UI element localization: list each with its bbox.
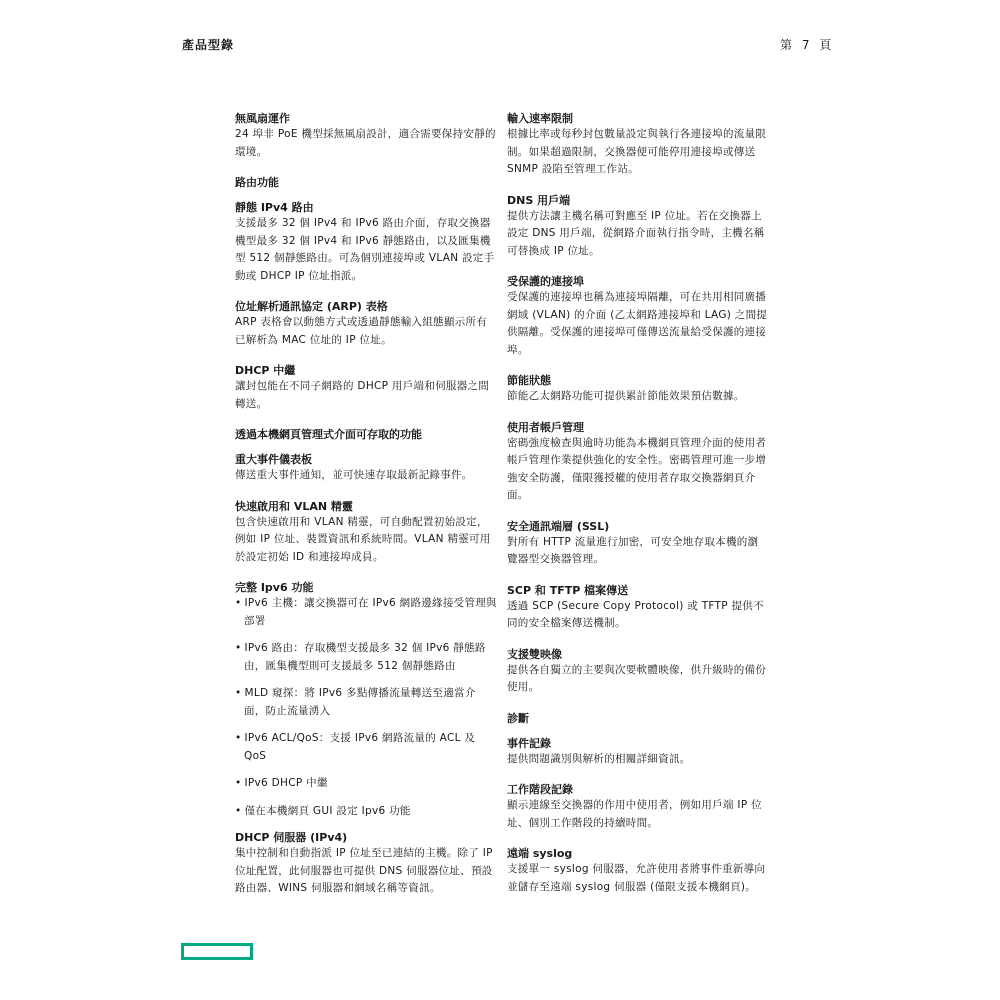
paragraph: 顯示連線至交換器的作用中使用者，例如用戶端 IP 位址、個別工作階段的持續時間。 (507, 799, 762, 829)
sub-heading: 靜態 IPv4 路由 (235, 201, 314, 214)
bullet-item: • IPv6 路由：存取機型支援最多 32 個 IPv6 靜態路由，匯集機型則可支援最多 512 個靜態路由 (235, 640, 497, 675)
bullet-item: • IPv6 ACL/QoS：支援 IPv6 網路流量的 ACL 及 QoS (235, 730, 497, 765)
section-heading: 診斷 (507, 711, 529, 725)
bullet-item: • MLD 窺探：將 IPv6 多點傳播流量轉送至適當介面，防止流量湧入 (235, 685, 497, 720)
paragraph: 包含快速啟用和 VLAN 精靈，可自動配置初始設定，例如 IP 位址、裝置資訊和系統時間。VLAN 精靈可用於設定初始 ID 和連接埠成員。 (235, 515, 491, 563)
sub-heading: 無風扇運作 (235, 112, 290, 125)
bullet-item: • IPv6 DHCP 中繼 (235, 775, 497, 793)
sub-heading: 使用者帳戶管理 (507, 420, 584, 434)
sub-heading: 遠端 syslog (507, 847, 573, 860)
sub-heading: 支援雙映像 (507, 647, 562, 661)
sub-heading: 位址解析通訊協定 (ARP) 表格 (235, 300, 388, 313)
sub-heading: DNS 用戶端 (507, 193, 571, 207)
sub-heading: 節能狀態 (507, 374, 551, 387)
section-heading: 透過本機網頁管理式介面可存取的功能 (235, 428, 422, 441)
sub-heading: 快速啟用和 VLAN 精靈 (235, 499, 353, 513)
sub-heading: 工作階段記錄 (507, 783, 573, 796)
sub-heading: 事件記錄 (507, 736, 551, 750)
paragraph: 對所有 HTTP 流量進行加密，可安全地存取本機的瀏覽器型交換器管理。 (507, 535, 759, 565)
paragraph: 支援最多 32 個 IPv4 和 IPv6 路由介面，存取交換器機型最多 32 個 IPv4 和 IPv6 靜態路由，以及匯集機型 512 個靜態路由。可為個別連接埠或 VLAN 設定手動或 DHCP IP 位址指派。 (235, 217, 495, 282)
paragraph: 節能乙太網路功能可提供累計節能效果預估數據。 (507, 390, 745, 402)
document-title: 產品型錄 (182, 38, 235, 52)
sub-heading: DHCP 伺服器 (IPv4) (235, 831, 348, 844)
bullet-item: • 僅在本機網頁 GUI 設定 Ipv6 功能 (235, 803, 497, 821)
sub-heading: 安全通訊端層 (SSL) (507, 519, 610, 533)
sub-heading: 重大事件儀表板 (235, 453, 312, 466)
left-column (235, 111, 497, 912)
paragraph: 集中控制和自動指派 IP 位址至已連結的主機。除了 IP 位址配置，此伺服器也可提供 DNS 伺服器位址、預設路由器、WINS 伺服器和網域名稱等資訊。 (235, 847, 493, 894)
paragraph: 透過 SCP (Secure Copy Protocol) 或 TFTP 提供不同的安全檔案傳送機制。 (507, 599, 764, 629)
sub-heading: 完整 Ipv6 功能 (235, 581, 314, 594)
sub-heading: SCP 和 TFTP 檔案傳送 (507, 583, 629, 597)
paragraph: 傳送重大事件通知，並可快速存取最新記錄事件。 (235, 469, 473, 481)
paragraph: 提供方法讓主機名稱可對應至 IP 位址。若在交換器上設定 DNS 用戶端，從網路介面執行指令時，主機名稱可替換成 IP 位址。 (507, 209, 765, 257)
paragraph: 提供各自獨立的主要與次要軟體映像，供升級時的備份使用。 (507, 663, 767, 693)
right-column (507, 111, 769, 910)
sub-heading: 受保護的連接埠 (507, 275, 584, 288)
paragraph: 讓封包能在不同子網路的 DHCP 用戶端和伺服器之間轉送。 (235, 380, 490, 410)
bullet-item: • IPv6 主機：讓交換器可在 IPv6 網路邊緣接受管理與部署 (235, 595, 497, 630)
paragraph: 根據比率或每秒封包數量設定與執行各連接埠的流量限制。如果超過限制，交換器便可能停用連接埠或傳送 SNMP 設陷至管理工作站。 (507, 128, 767, 175)
sub-heading: 輸入速率限制 (507, 112, 573, 125)
paragraph: 24 埠非 PoE 機型採無風扇設計，適合需要保持安靜的環境。 (235, 128, 496, 158)
bullet-list (235, 595, 497, 820)
brand-bar-logo (181, 943, 253, 960)
paragraph: ARP 表格會以動態方式或透過靜態輸入組態顯示所有已解析為 MAC 位址的 IP 位址。 (235, 316, 488, 346)
paragraph: 提供問題識別與解析的相關詳細資訊。 (507, 752, 691, 765)
paragraph: 受保護的連接埠也稱為連接埠隔離，可在共用相同廣播網域 (VLAN) 的介面 (乙太網路連接埠和 LAG) 之間提供隔離。受保護的連接埠可僅傳送流量給受保護的連接埠。 (507, 291, 768, 356)
paragraph: 支援單一 syslog 伺服器，允許使用者將事件重新導向並儲存至遠端 syslog 伺服器 (僅限支援本機網頁)。 (507, 863, 766, 893)
page-number: 第 7 頁 (780, 38, 835, 52)
section-heading: 路由功能 (235, 176, 279, 189)
paragraph: 密碼強度檢查與逾時功能為本機網頁管理介面的使用者帳戶管理作業提供強化的安全性。密碼管理可進一步增強安全防護，僅限獲授權的使用者存取交換器網頁介面。 (507, 436, 767, 501)
sub-heading: DHCP 中繼 (235, 364, 296, 377)
